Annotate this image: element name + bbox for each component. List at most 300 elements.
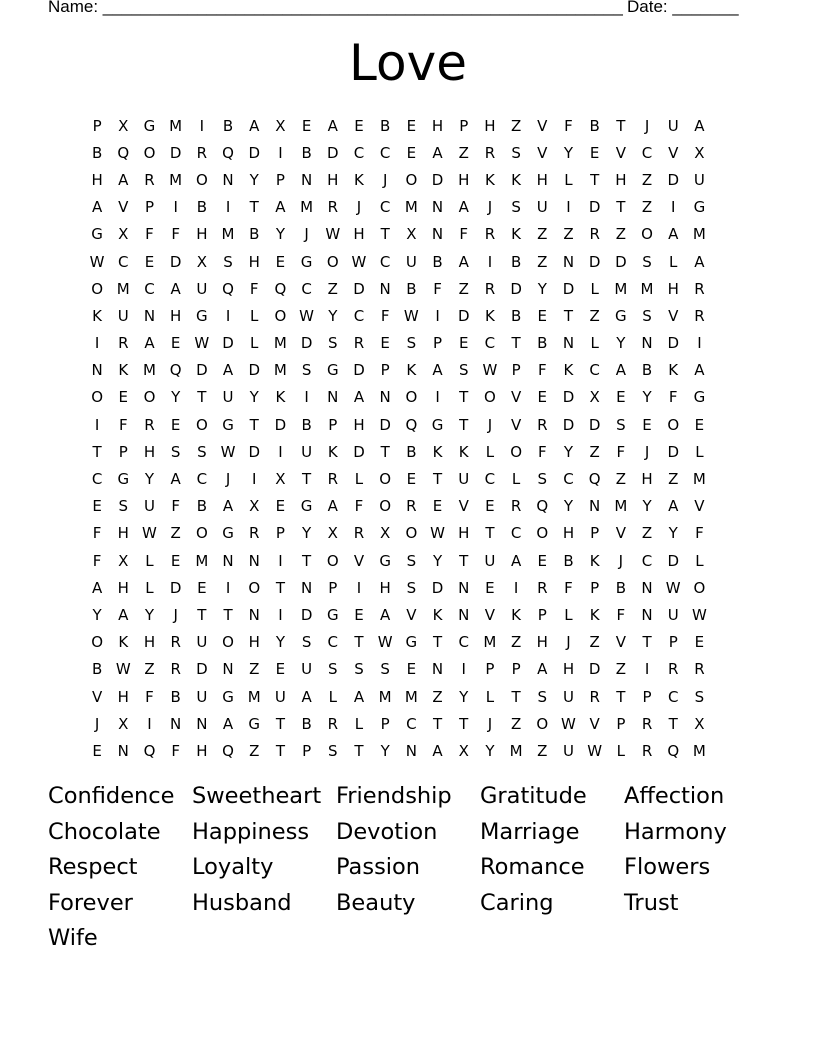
grid-letter: T (197, 388, 207, 407)
grid-letter: X (118, 225, 129, 244)
grid-letter: I (199, 116, 205, 135)
grid-letter: N (222, 551, 234, 570)
grid-letter: I (225, 578, 231, 597)
grid-letter: X (589, 388, 600, 407)
grid-letter: Y (249, 388, 259, 407)
grid-letter: V (694, 497, 705, 516)
grid-letter: H (248, 633, 260, 652)
grid-letter: V (589, 714, 600, 733)
grid-row (84, 547, 713, 574)
grid-letter: R (641, 741, 653, 760)
grid-letter: E (589, 143, 600, 162)
grid-letter: C (301, 279, 312, 298)
grid-letter: L (145, 551, 154, 570)
grid-letter: A (222, 497, 234, 516)
grid-letter: H (196, 741, 208, 760)
grid-letter: O (91, 279, 103, 298)
grid-letter: D (248, 143, 260, 162)
grid-letter: B (170, 687, 181, 706)
grid-letter: C (406, 714, 417, 733)
grid-letter: N (458, 578, 470, 597)
grid-letter: C (589, 361, 600, 380)
grid-letter: C (484, 334, 496, 353)
grid-row (84, 683, 713, 710)
grid-letter: J (356, 198, 362, 217)
grid-letter: R (537, 415, 548, 434)
word-list-item: Passion (336, 854, 421, 880)
grid-letter: X (694, 714, 705, 733)
grid-letter: B (589, 116, 600, 135)
grid-letter: L (250, 306, 259, 325)
grid-letter: V (668, 306, 679, 325)
grid-letter: Y (563, 143, 574, 162)
grid-letter: L (590, 279, 599, 298)
grid-letter: N (379, 279, 391, 298)
grid-letter: T (432, 714, 443, 733)
grid-letter: M (195, 551, 209, 570)
grid-letter: Z (510, 633, 522, 652)
grid-letter: G (326, 605, 339, 624)
grid-letter: E (275, 497, 286, 516)
grid-letter: X (275, 470, 286, 489)
grid-letter: G (300, 252, 313, 271)
grid-letter: V (668, 143, 679, 162)
grid-letter: J (304, 225, 309, 244)
grid-letter: K (511, 170, 522, 189)
grid-letter: D (222, 334, 234, 353)
grid-letter: K (563, 361, 574, 380)
grid-letter: E (92, 741, 102, 760)
grid-letter: E (694, 415, 705, 434)
grid-letter: V (484, 605, 496, 624)
grid-letter: U (405, 252, 417, 271)
grid-letter: F (668, 388, 678, 407)
grid-letter: D (379, 415, 391, 434)
grid-letter: W (194, 334, 210, 353)
grid-letter: C (353, 143, 365, 162)
grid-letter: D (667, 442, 679, 461)
grid-letter: E (485, 578, 495, 597)
grid-letter: W (299, 306, 315, 325)
grid-letter: K (327, 442, 338, 461)
grid-letter: S (511, 143, 521, 162)
word-list-item: Happiness (192, 818, 310, 845)
grid-row (84, 139, 713, 166)
grid-letter: Y (668, 524, 678, 543)
grid-letter: Y (275, 633, 285, 652)
grid-letter: E (406, 660, 417, 679)
grid-letter: F (92, 551, 102, 570)
grid-letter: N (431, 660, 444, 679)
grid-letter: A (91, 198, 103, 217)
grid-letter: D (196, 361, 208, 380)
grid-letter: A (432, 143, 443, 162)
grid-letter: D (300, 605, 313, 624)
grid-letter: N (379, 388, 391, 407)
grid-letter: X (118, 551, 129, 570)
grid-letter: P (485, 660, 495, 679)
grid-letter: N (248, 551, 260, 570)
grid-letter: Y (380, 741, 390, 760)
grid-letter: T (380, 442, 390, 461)
grid-letter: M (509, 741, 523, 760)
word-list-item: Confidence (48, 783, 175, 809)
grid-letter: C (144, 279, 155, 298)
grid-letter: S (406, 578, 417, 597)
grid-letter: X (275, 116, 286, 135)
grid-letter: K (458, 442, 469, 461)
grid-letter: W (665, 578, 681, 597)
grid-letter: J (644, 442, 650, 461)
grid-letter: D (196, 660, 208, 679)
grid-row (84, 601, 713, 628)
grid-letter: M (404, 198, 418, 217)
grid-letter: P (537, 605, 547, 624)
grid-letter: N (327, 388, 339, 407)
word-list-item: Romance (480, 854, 585, 880)
word-list-item: Respect (48, 854, 138, 880)
grid-letter: F (145, 225, 154, 244)
grid-letter: V (406, 605, 417, 624)
grid-letter: X (406, 225, 417, 244)
grid-letter: F (171, 741, 180, 760)
grid-letter: L (616, 741, 626, 760)
grid-letter: I (225, 198, 231, 217)
grid-letter: T (511, 687, 521, 706)
grid-letter: S (642, 252, 652, 271)
grid-letter: O (693, 578, 706, 597)
grid-letter: T (354, 633, 364, 652)
grid-letter: L (590, 334, 599, 353)
grid-letter: E (406, 116, 417, 135)
grid-letter: N (405, 741, 417, 760)
grid-letter: D (274, 415, 287, 434)
grid-letter: Y (144, 605, 155, 624)
grid-letter: Z (249, 741, 260, 760)
grid-letter: P (328, 415, 338, 434)
word-list-item: Harmony (624, 818, 727, 845)
grid-letter: W (403, 306, 419, 325)
grid-letter: T (616, 198, 626, 217)
grid-letter: O (510, 442, 522, 461)
grid-letter: Z (537, 225, 548, 244)
grid-letter: I (435, 388, 440, 407)
grid-letter: N (641, 605, 653, 624)
grid-letter: E (485, 497, 495, 516)
grid-letter: D (615, 252, 627, 271)
grid-letter: A (537, 660, 548, 679)
grid-letter: U (562, 741, 574, 760)
grid-letter: E (616, 388, 626, 407)
grid-letter: R (144, 170, 155, 189)
grid-letter: T (459, 388, 469, 407)
grid-letter: T (302, 470, 312, 489)
grid-letter: F (537, 361, 547, 380)
grid-row (84, 520, 713, 547)
grid-letter: D (327, 143, 339, 162)
grid-letter: Y (563, 442, 574, 461)
grid-letter: J (566, 633, 571, 652)
grid-letter: D (169, 578, 182, 597)
grid-letter: S (537, 470, 548, 489)
grid-letter: D (562, 279, 575, 298)
grid-letter: N (170, 714, 182, 733)
grid-letter: R (537, 578, 548, 597)
grid-letter: V (510, 415, 522, 434)
grid-letter: F (695, 524, 704, 543)
grid-letter: S (197, 442, 207, 461)
grid-letter: M (169, 116, 183, 135)
grid-letter: F (145, 687, 154, 706)
grid-letter: V (615, 633, 626, 652)
grid-letter: P (668, 633, 678, 652)
grid-letter: A (275, 198, 286, 217)
grid-letter: O (536, 524, 549, 543)
grid-letter: F (380, 306, 390, 325)
grid-letter: G (222, 524, 234, 543)
grid-letter: X (380, 524, 391, 543)
grid-letter: K (589, 605, 600, 624)
grid-letter: N (641, 578, 653, 597)
grid-letter: Y (249, 170, 259, 189)
grid-letter: I (644, 660, 650, 679)
grid-letter: I (225, 306, 231, 325)
grid-letter: C (327, 633, 339, 652)
grid-letter: K (432, 605, 443, 624)
grid-letter: O (379, 497, 392, 516)
grid-letter: G (379, 551, 391, 570)
grid-letter: R (327, 470, 338, 489)
grid-letter: R (694, 279, 705, 298)
grid-letter: P (590, 524, 600, 543)
grid-letter: D (588, 415, 601, 434)
grid-letter: T (302, 551, 312, 570)
grid-letter: H (117, 578, 129, 597)
grid-letter: G (196, 306, 208, 325)
grid-letter: E (380, 334, 390, 353)
grid-letter: V (118, 198, 129, 217)
grid-letter: P (459, 116, 469, 135)
grid-letter: K (406, 361, 417, 380)
grid-letter: T (432, 470, 443, 489)
grid-letter: T (616, 687, 626, 706)
grid-letter: S (406, 334, 417, 353)
grid-letter: C (641, 143, 653, 162)
grid-letter: W (220, 442, 236, 461)
grid-letter: Q (222, 279, 234, 298)
grid-letter: Q (222, 741, 234, 760)
grid-letter: L (354, 714, 364, 733)
grid-letter: M (692, 741, 706, 760)
grid-letter: R (668, 660, 679, 679)
grid-letter: T (275, 741, 285, 760)
grid-letter: D (562, 388, 575, 407)
grid-letter: K (484, 306, 495, 325)
name-field[interactable]: Name: _______________________________________________________ (48, 0, 623, 16)
grid-letter: V (615, 143, 626, 162)
grid-letter: T (485, 524, 495, 543)
grid-letter: E (170, 551, 181, 570)
grid-letter: P (433, 334, 443, 353)
grid-letter: B (563, 551, 574, 570)
grid-letter: F (537, 442, 547, 461)
grid-letter: O (274, 306, 287, 325)
date-field[interactable]: Date: _______ (627, 0, 739, 16)
grid-letter: H (667, 279, 679, 298)
grid-letter: T (459, 415, 469, 434)
grid-letter: X (327, 524, 338, 543)
grid-letter: X (249, 497, 260, 516)
grid-letter: O (222, 633, 234, 652)
grid-letter: Z (510, 116, 522, 135)
grid-letter: E (406, 470, 417, 489)
grid-letter: O (248, 578, 261, 597)
grid-letter: T (275, 578, 285, 597)
grid-letter: S (170, 442, 181, 461)
grid-letter: A (91, 578, 103, 597)
grid-letter: B (641, 361, 653, 380)
grid-letter: H (536, 633, 548, 652)
grid-letter: S (616, 415, 626, 434)
grid-letter: M (273, 334, 287, 353)
grid-letter: E (275, 660, 286, 679)
grid-letter: I (278, 551, 283, 570)
grid-letter: N (562, 334, 575, 353)
grid-letter: B (301, 714, 312, 733)
grid-letter: O (379, 470, 392, 489)
grid-letter: R (484, 225, 496, 244)
grid-letter: E (354, 605, 364, 624)
grid-letter: U (484, 551, 496, 570)
grid-letter: Y (563, 497, 574, 516)
grid-letter: W (482, 361, 498, 380)
grid-letter: T (249, 415, 259, 434)
grid-letter: Z (641, 198, 653, 217)
grid-letter: D (562, 415, 575, 434)
grid-letter: T (459, 714, 469, 733)
grid-letter: K (432, 442, 443, 461)
grid-letter: G (615, 306, 627, 325)
grid-letter: Y (144, 470, 155, 489)
grid-letter: Y (459, 687, 469, 706)
grid-letter: P (275, 170, 285, 189)
grid-letter: S (354, 660, 364, 679)
grid-letter: H (458, 170, 470, 189)
letter-grid (84, 112, 713, 765)
grid-letter: K (275, 388, 286, 407)
grid-letter: D (248, 442, 260, 461)
grid-letter: U (196, 633, 208, 652)
grid-letter: Y (275, 225, 285, 244)
word-list-item: Wife (48, 925, 98, 951)
grid-letter: K (92, 306, 103, 325)
grid-letter: R (170, 633, 181, 652)
grid-letter: D (457, 306, 470, 325)
grid-letter: T (642, 633, 652, 652)
grid-letter: K (668, 361, 679, 380)
grid-letter: M (247, 687, 261, 706)
grid-letter: X (196, 252, 207, 271)
grid-letter: J (173, 605, 178, 624)
grid-letter: S (458, 361, 469, 380)
grid-letter: O (405, 170, 418, 189)
grid-letter: Z (327, 279, 338, 298)
grid-letter: I (513, 578, 519, 597)
grid-letter: U (196, 279, 208, 298)
grid-letter: R (353, 524, 365, 543)
grid-letter: W (430, 524, 445, 543)
grid-letter: Z (589, 442, 600, 461)
grid-letter: X (118, 714, 129, 733)
grid-letter: T (275, 714, 285, 733)
grid-letter: U (117, 306, 129, 325)
grid-letter: I (147, 714, 152, 733)
grid-letter: R (327, 198, 338, 217)
grid-letter: Z (537, 252, 548, 271)
grid-letter: C (641, 551, 653, 570)
grid-row (84, 248, 713, 275)
grid-letter: A (458, 252, 469, 271)
grid-letter: B (196, 198, 207, 217)
grid-letter: C (196, 470, 208, 489)
grid-row (84, 493, 713, 520)
grid-letter: G (693, 388, 706, 407)
grid-letter: C (118, 252, 129, 271)
grid-letter: Y (171, 388, 181, 407)
grid-letter: T (616, 116, 626, 135)
grid-letter: I (356, 578, 362, 597)
grid-letter: S (406, 551, 417, 570)
grid-letter: I (94, 334, 100, 353)
grid-letter: I (435, 306, 440, 325)
grid-letter: D (353, 279, 365, 298)
grid-letter: B (510, 252, 522, 271)
grid-letter: Z (668, 470, 679, 489)
grid-letter: G (431, 415, 444, 434)
word-list-item: Affection (624, 783, 725, 809)
grid-letter: D (353, 361, 365, 380)
grid-letter: D (431, 170, 444, 189)
grid-letter: W (377, 633, 393, 652)
grid-letter: P (144, 198, 154, 217)
grid-letter: O (405, 524, 418, 543)
grid-letter: F (459, 225, 469, 244)
grid-letter: V (458, 497, 469, 516)
grid-letter: V (537, 116, 548, 135)
grid-letter: H (536, 170, 548, 189)
grid-letter: F (249, 279, 259, 298)
grid-letter: H (641, 470, 653, 489)
grid-letter: L (695, 551, 704, 570)
grid-letter: P (616, 714, 626, 733)
grid-letter: U (667, 605, 679, 624)
grid-letter: Z (589, 633, 600, 652)
grid-letter: B (301, 415, 312, 434)
grid-letter: S (328, 741, 338, 760)
grid-letter: A (458, 198, 469, 217)
grid-letter: M (692, 470, 706, 489)
grid-letter: N (641, 334, 653, 353)
grid-letter: E (170, 334, 181, 353)
grid-letter: M (273, 361, 287, 380)
grid-letter: E (537, 551, 548, 570)
grid-letter: R (353, 334, 365, 353)
word-list-item: Gratitude (480, 783, 587, 809)
grid-letter: A (170, 279, 181, 298)
grid-letter: P (511, 660, 521, 679)
grid-letter: I (566, 198, 571, 217)
grid-letter: K (118, 361, 129, 380)
